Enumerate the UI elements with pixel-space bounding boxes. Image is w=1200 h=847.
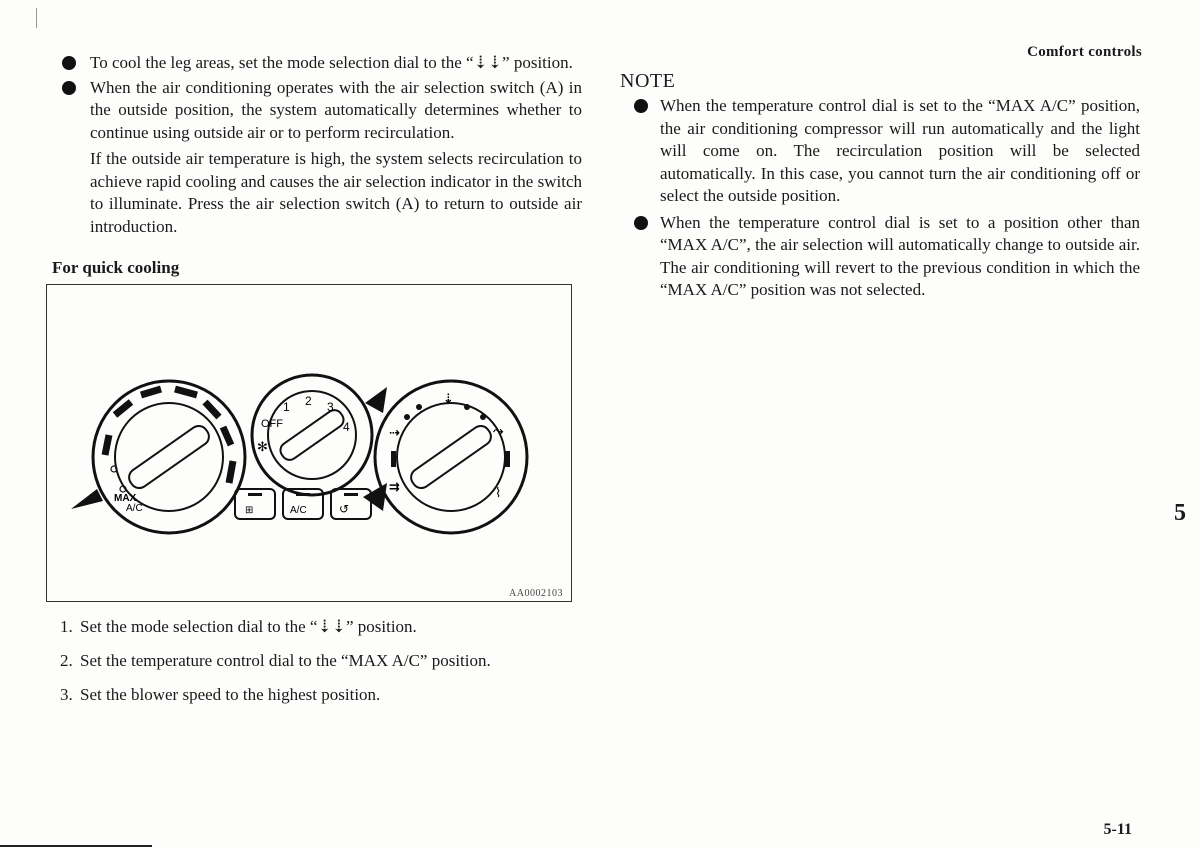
control-panel-illustration	[47, 285, 571, 601]
step-number: 2.	[60, 651, 73, 670]
step-number: 3.	[60, 685, 73, 704]
note-bullet	[620, 95, 1140, 208]
fan-dial-grip	[277, 407, 346, 463]
note-text: When the temperature control dial is set to the “MAX A/C” position, the air conditioning compressor will run automatically and the light will come on. The recirculation position will be selected automatically. In this case, you cannot turn the air conditioning off or select the outside position.	[660, 96, 1140, 205]
ac-button-label: A/C	[290, 505, 307, 516]
temperature-pointer-arrow-icon	[71, 489, 103, 509]
temperature-dial-grip	[126, 422, 213, 491]
temp-ac-label: A/C	[126, 503, 143, 514]
temp-max-label: MAX	[114, 493, 137, 504]
bullet-dot-icon	[62, 81, 76, 95]
mode-dial-grip	[408, 422, 495, 491]
rear-defogger-indicator	[248, 493, 262, 496]
note-text: When the temperature control dial is set to a position other than “MAX A/C”, the air selection will automatically change to outside air. The air conditioning will revert to the previous condition in which the “MAX A/C” position was not selected.	[660, 212, 1140, 299]
bullet-dot-icon	[634, 99, 648, 113]
fan-symbol-icon: ✻	[257, 440, 268, 455]
bullet-dot-icon	[634, 216, 648, 230]
defrost-icon: ⌇	[495, 486, 502, 501]
rear-defogger-icon: ⊞	[245, 505, 254, 516]
foot-vent-mode-icon: ⇣⇣	[317, 617, 346, 636]
ac-indicator	[296, 493, 310, 496]
fan-dial-ring	[252, 375, 372, 495]
mode-dial-knob	[397, 403, 505, 511]
control-panel-figure	[46, 284, 572, 602]
step-number: 1.	[60, 617, 73, 636]
fan-speed-3: 3	[327, 400, 334, 414]
note-title: NOTE	[620, 70, 676, 92]
chapter-tab: 5	[1174, 500, 1186, 526]
foot-defrost-icon: ⤳	[493, 424, 504, 439]
running-header: Comfort controls	[1027, 44, 1142, 60]
figure-code: AA0002103	[509, 588, 563, 599]
bullet-paragraph: When the air conditioning operates with the air selection switch (A) in the outside position, the system automatically determines whether to continue using outside air or to perform recirculation.	[90, 77, 582, 142]
bullet-dot-icon	[62, 56, 76, 70]
bullet-paragraph: If the outside air temperature is high, the system selects recirculation to achieve rapid cooling and causes the air selection indicator in the switch to illuminate. Press the air selection switch (A) to return to outside air introduction.	[90, 149, 582, 236]
bilevel-vent-icon: ⇉	[389, 480, 400, 495]
bullet-leg-cooling	[60, 52, 582, 75]
note-bullet	[620, 212, 1140, 302]
air-selection-pointer-arrow-icon	[363, 483, 387, 511]
fan-speed-1: 1	[283, 400, 290, 414]
step-item: 1. Set the mode selection dial to the “⇣⇣” position.	[60, 617, 417, 636]
recirculation-icon: ↺	[339, 502, 350, 516]
bullet-paragraph: To cool the leg areas, set the mode selection dial to the “⇣⇣” position.	[90, 53, 573, 72]
fan-pointer-arrow-icon	[365, 387, 387, 413]
foot-vent-icon: ⇣	[443, 392, 454, 407]
step-item: 2. Set the temperature control dial to the “MAX A/C” position.	[60, 651, 491, 670]
fan-off-label: OFF	[261, 418, 283, 430]
fan-dial-knob	[268, 391, 356, 479]
step-item: 3. Set the blower speed to the highest position.	[60, 685, 381, 704]
fan-speed-4: 4	[343, 420, 350, 434]
air-selection-indicator	[344, 493, 358, 496]
bullet-air-selection	[60, 77, 582, 239]
quick-cooling-steps	[60, 616, 582, 706]
face-vent-icon: ⇢	[389, 426, 400, 441]
margin-mark	[36, 8, 37, 28]
section-heading: For quick cooling	[52, 258, 180, 277]
right-column	[620, 70, 1140, 302]
page-number: 5-11	[1103, 821, 1132, 838]
foot-vent-mode-icon: ⇣⇣	[473, 53, 503, 72]
fan-speed-2: 2	[305, 394, 312, 408]
left-column	[52, 52, 582, 718]
